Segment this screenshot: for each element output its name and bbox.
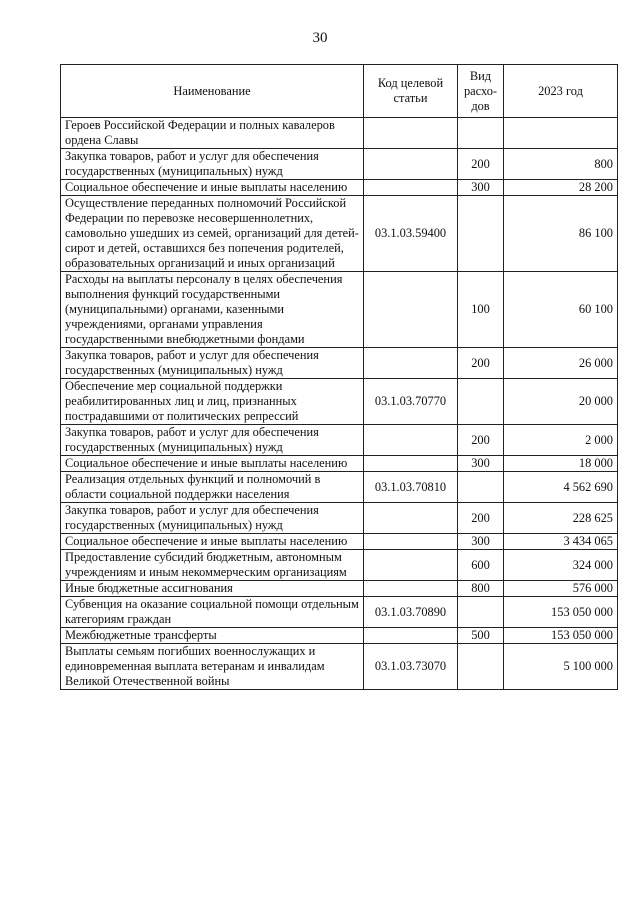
table-row	[61, 597, 618, 628]
row-amount: 800	[504, 149, 618, 180]
table-row	[61, 425, 618, 456]
row-name: Обеспечение мер социальной поддержки реабилитированных лиц и лиц, признанных пострадавшими от политических репрессий	[61, 379, 364, 425]
header-year: 2023 год	[504, 65, 618, 118]
row-expense-type: 200	[458, 149, 504, 180]
row-code: 03.1.03.73070	[364, 644, 458, 690]
page-number: 30	[312, 30, 328, 46]
table-row	[61, 149, 618, 180]
row-expense-type	[458, 472, 504, 503]
row-amount: 576 000	[504, 581, 618, 597]
row-expense-type: 600	[458, 550, 504, 581]
row-name: Закупка товаров, работ и услуг для обеспечения государственных (муниципальных) нужд	[61, 425, 364, 456]
row-expense-type	[458, 379, 504, 425]
row-name: Закупка товаров, работ и услуг для обеспечения государственных (муниципальных) нужд	[61, 503, 364, 534]
row-amount	[504, 118, 618, 149]
row-name: Героев Российской Федерации и полных кавалеров ордена Славы	[61, 118, 364, 149]
table-row	[61, 348, 618, 379]
row-name: Выплаты семьям погибших военнослужащих и единовременная выплата ветеранам и инвалидам Великой Отечественной войны	[61, 644, 364, 690]
row-code	[364, 503, 458, 534]
row-expense-type: 800	[458, 581, 504, 597]
row-amount: 26 000	[504, 348, 618, 379]
row-expense-type: 300	[458, 456, 504, 472]
row-amount: 228 625	[504, 503, 618, 534]
table-row	[61, 379, 618, 425]
row-name: Межбюджетные трансферты	[61, 628, 364, 644]
table-row	[61, 628, 618, 644]
row-name: Социальное обеспечение и иные выплаты населению	[61, 534, 364, 550]
row-code: 03.1.03.70890	[364, 597, 458, 628]
row-code	[364, 348, 458, 379]
row-expense-type	[458, 597, 504, 628]
row-expense-type: 200	[458, 425, 504, 456]
row-amount: 153 050 000	[504, 628, 618, 644]
row-code	[364, 456, 458, 472]
table-row	[61, 534, 618, 550]
row-code	[364, 149, 458, 180]
row-code	[364, 581, 458, 597]
table-row	[61, 272, 618, 348]
row-amount: 324 000	[504, 550, 618, 581]
budget-table	[60, 64, 618, 690]
table-row	[61, 581, 618, 597]
row-name: Иные бюджетные ассигнования	[61, 581, 364, 597]
row-amount: 20 000	[504, 379, 618, 425]
table-row	[61, 456, 618, 472]
row-expense-type	[458, 118, 504, 149]
row-name: Предоставление субсидий бюджетным, автономным учреждениям и иным некоммерческим организациям	[61, 550, 364, 581]
row-amount: 2 000	[504, 425, 618, 456]
header-type: Вид расхо-дов	[458, 65, 504, 118]
row-code: 03.1.03.70810	[364, 472, 458, 503]
row-amount: 60 100	[504, 272, 618, 348]
row-code	[364, 628, 458, 644]
table-row	[61, 550, 618, 581]
row-code	[364, 534, 458, 550]
row-code	[364, 180, 458, 196]
row-code: 03.1.03.59400	[364, 196, 458, 272]
row-amount: 153 050 000	[504, 597, 618, 628]
table-row	[61, 180, 618, 196]
row-expense-type: 500	[458, 628, 504, 644]
table-row	[61, 118, 618, 149]
row-amount: 3 434 065	[504, 534, 618, 550]
row-expense-type: 200	[458, 348, 504, 379]
row-code	[364, 425, 458, 456]
row-name: Социальное обеспечение и иные выплаты населению	[61, 456, 364, 472]
row-amount: 5 100 000	[504, 644, 618, 690]
row-code: 03.1.03.70770	[364, 379, 458, 425]
table-row	[61, 196, 618, 272]
row-code	[364, 118, 458, 149]
row-expense-type	[458, 196, 504, 272]
row-name: Осуществление переданных полномочий Российской Федерации по перевозке несовершеннолетних, самовольно ушедших из семей, организаций для детей-сирот и детей, оставшихся без попечения родителей, образовательных организаций и иных организаций	[61, 196, 364, 272]
row-amount: 18 000	[504, 456, 618, 472]
row-code	[364, 272, 458, 348]
row-amount: 86 100	[504, 196, 618, 272]
row-expense-type	[458, 644, 504, 690]
row-name: Закупка товаров, работ и услуг для обеспечения государственных (муниципальных) нужд	[61, 348, 364, 379]
header-code: Код целевой статьи	[364, 65, 458, 118]
row-name: Расходы на выплаты персоналу в целях обеспечения выполнения функций государственными (муниципальными) органами, казенными учреждениями, органами управления государственными внебюджетными фондами	[61, 272, 364, 348]
row-amount: 28 200	[504, 180, 618, 196]
row-name: Закупка товаров, работ и услуг для обеспечения государственных (муниципальных) нужд	[61, 149, 364, 180]
row-expense-type: 100	[458, 272, 504, 348]
table-row	[61, 644, 618, 690]
row-name: Реализация отдельных функций и полномочий в области социальной поддержки населения	[61, 472, 364, 503]
table-row	[61, 472, 618, 503]
row-code	[364, 550, 458, 581]
row-expense-type: 300	[458, 180, 504, 196]
row-name: Социальное обеспечение и иные выплаты населению	[61, 180, 364, 196]
row-expense-type: 200	[458, 503, 504, 534]
table-header-row	[61, 65, 618, 118]
row-name: Субвенция на оказание социальной помощи отдельным категориям граждан	[61, 597, 364, 628]
row-expense-type: 300	[458, 534, 504, 550]
table-row	[61, 503, 618, 534]
row-amount: 4 562 690	[504, 472, 618, 503]
header-name: Наименование	[61, 65, 364, 118]
table-body	[61, 118, 618, 690]
